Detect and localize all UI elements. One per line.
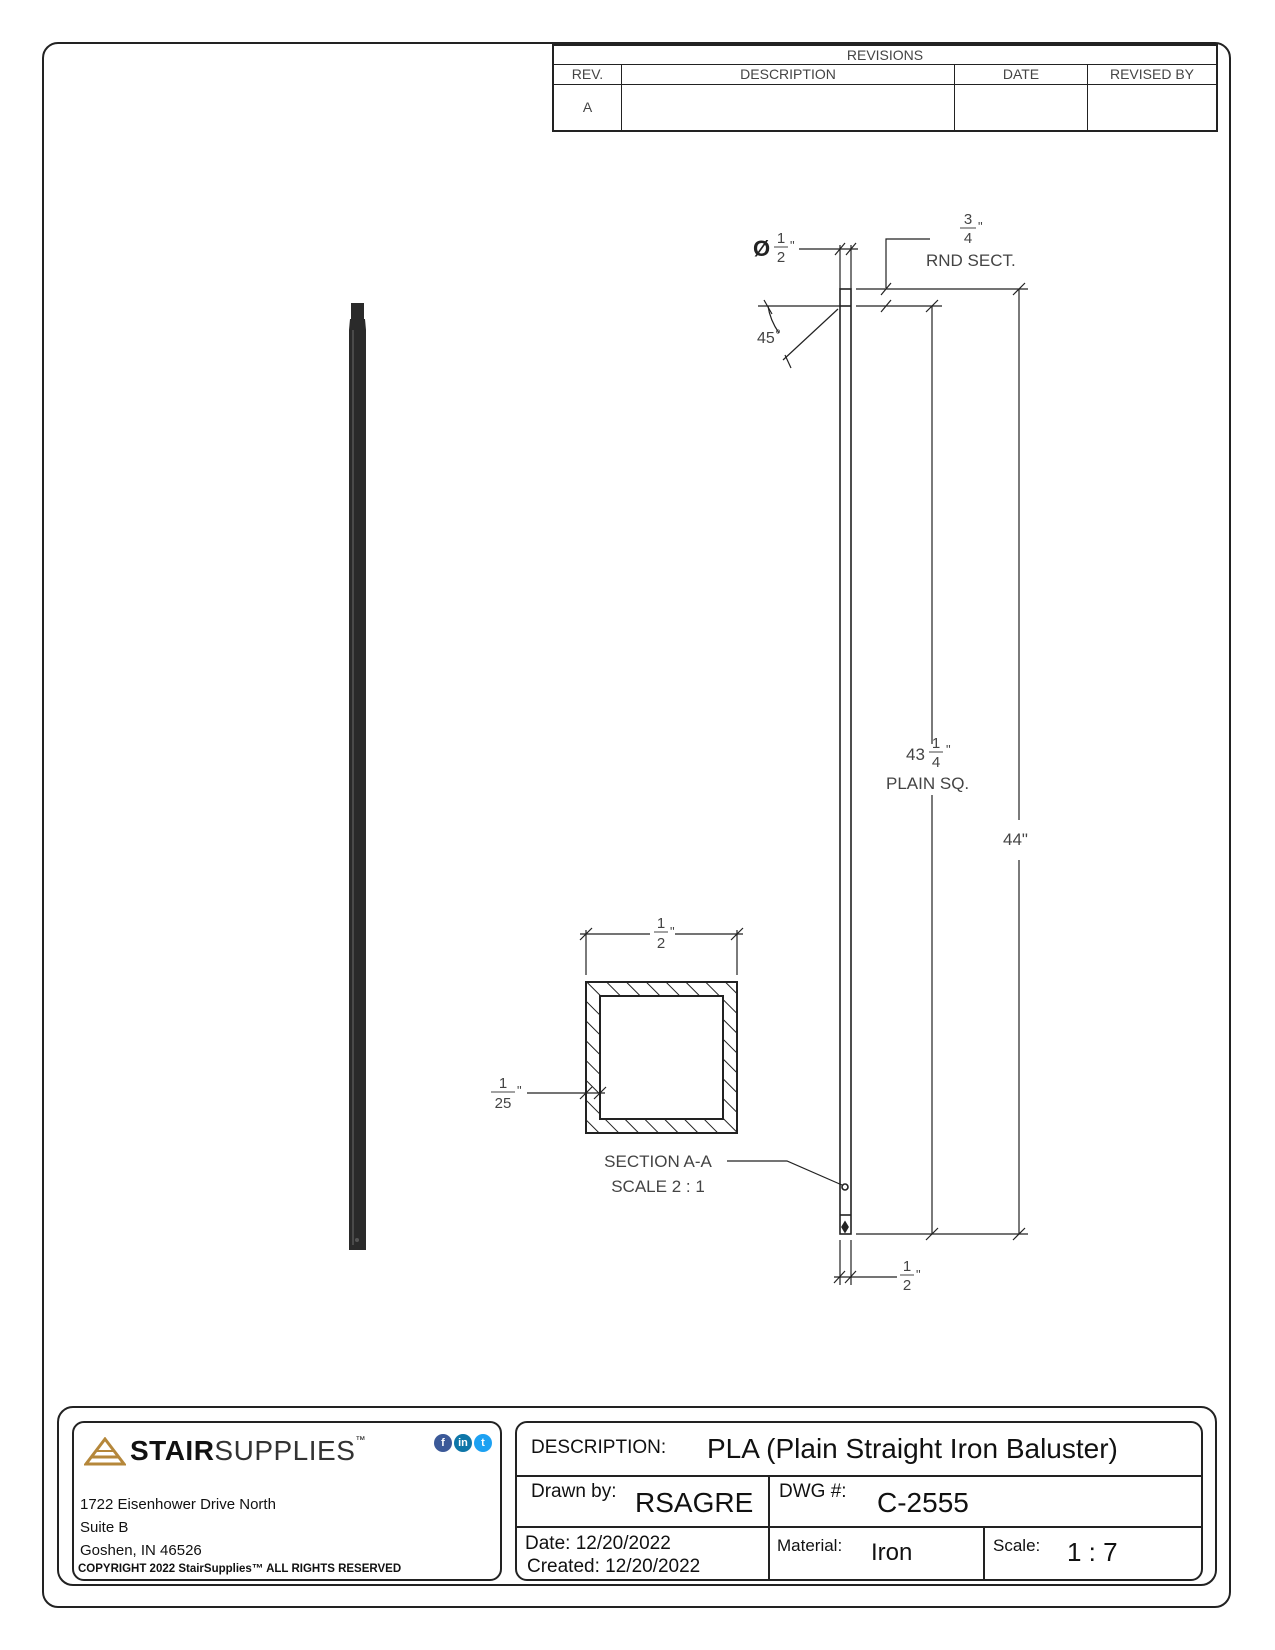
facebook-icon[interactable]: f <box>434 1434 452 1452</box>
section-label: SECTION A-A <box>604 1152 712 1171</box>
bottom-denominator: 2 <box>902 1277 912 1294</box>
date-line: Date: 12/20/2022 <box>525 1533 671 1554</box>
wall-inch: " <box>517 1083 522 1098</box>
revisions-title: REVISIONS <box>846 47 924 63</box>
logo-light: SUPPLIES <box>214 1435 356 1466</box>
created-line: Created: 12/20/2022 <box>527 1556 701 1577</box>
description-label: DESCRIPTION: <box>531 1437 667 1458</box>
company-box <box>72 1421 502 1581</box>
section-width-inch: " <box>670 924 675 939</box>
wall-denominator: 25 <box>494 1095 512 1112</box>
rev-header-description: DESCRIPTION <box>622 64 955 84</box>
address-line-3: Goshen, IN 46526 <box>80 1542 202 1559</box>
address-line-2: Suite B <box>80 1519 129 1536</box>
company-logo-text <box>130 1435 366 1467</box>
rnd-sect-label: RND SECT. <box>926 251 1016 270</box>
material-value: Iron <box>871 1539 913 1566</box>
section-width-denominator: 2 <box>656 935 666 952</box>
rev-header-date: DATE <box>955 64 1088 84</box>
plain-inch: " <box>946 742 951 757</box>
plain-numerator: 1 <box>931 735 941 752</box>
section-width-numerator: 1 <box>656 915 666 932</box>
logo-bold: STAIR <box>130 1435 215 1466</box>
diameter-denominator: 2 <box>776 249 786 266</box>
section-scale: SCALE 2 : 1 <box>611 1177 705 1196</box>
angle-unit: º <box>776 328 781 340</box>
linkedin-icon[interactable]: in <box>454 1434 472 1452</box>
drawn-by-label: Drawn by: <box>531 1481 617 1502</box>
wall-numerator: 1 <box>498 1075 508 1092</box>
plain-denominator: 4 <box>931 754 941 771</box>
diameter-symbol: Ø <box>753 236 771 261</box>
rev-header-rev: REV. <box>554 64 622 84</box>
material-label: Material: <box>777 1536 843 1555</box>
scale-label: Scale: <box>993 1536 1041 1555</box>
baluster-render <box>349 303 366 1250</box>
rnd-denominator: 4 <box>963 230 973 247</box>
diameter-inch: " <box>790 238 795 253</box>
plain-sq-label: PLAIN SQ. <box>886 774 970 793</box>
overall-dimension: 44" <box>1003 830 1028 849</box>
scale-value: 1 : 7 <box>1067 1537 1118 1567</box>
dwg-number-label: DWG #: <box>779 1481 847 1502</box>
twitter-icon[interactable]: t <box>474 1434 492 1452</box>
rnd-inch: " <box>978 219 983 234</box>
plain-whole: 43 <box>906 745 925 764</box>
bottom-numerator: 1 <box>902 1258 912 1275</box>
drawn-by-value: RSAGRE <box>635 1487 754 1518</box>
dwg-number-value: C-2555 <box>877 1487 969 1518</box>
logo-tm: ™ <box>355 1435 366 1446</box>
diameter-numerator: 1 <box>776 230 786 247</box>
bottom-inch: " <box>916 1267 921 1282</box>
rev-cell-rev: A <box>554 84 622 130</box>
social-icons <box>432 1433 492 1452</box>
copyright: COPYRIGHT 2022 StairSupplies™ ALL RIGHTS RESERVED <box>78 1563 402 1575</box>
stairsupplies-logo-icon <box>84 1437 126 1467</box>
rnd-numerator: 3 <box>963 211 973 228</box>
dimension-lines <box>727 239 1028 1285</box>
angle-value: 45 <box>757 330 775 347</box>
description-value: PLA (Plain Straight Iron Baluster) <box>707 1433 1118 1464</box>
drawing-info-box <box>515 1421 1203 1581</box>
dimension-labels <box>491 211 1028 1294</box>
address-line-1: 1722 Eisenhower Drive North <box>80 1496 276 1513</box>
rev-header-revised-by: REVISED BY <box>1109 66 1195 82</box>
section-a-a <box>527 928 743 1133</box>
baluster-elevation <box>840 289 851 1234</box>
